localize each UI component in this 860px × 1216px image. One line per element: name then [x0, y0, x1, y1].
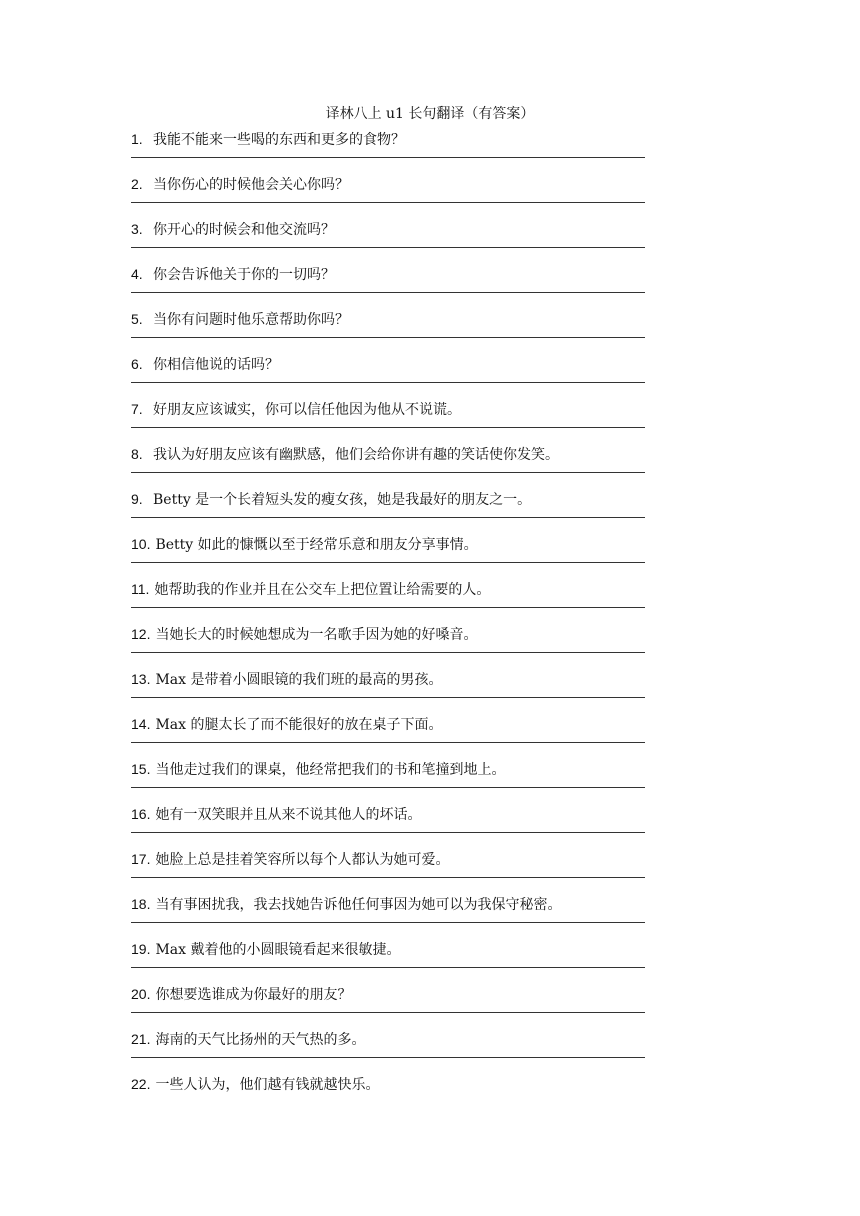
question-text: 当她长大的时候她想成为一名歌手因为她的好嗓音。 — [155, 627, 478, 643]
question-item — [131, 308, 651, 353]
question-number: 15. — [131, 761, 151, 777]
question-text-line — [131, 488, 531, 510]
question-text: Max 是带着小圆眼镜的我们班的最高的男孩。 — [155, 672, 443, 688]
question-text-line — [131, 218, 335, 240]
question-text-line — [131, 1028, 365, 1050]
question-text-line — [131, 308, 349, 330]
question-item — [131, 533, 651, 578]
answer-line[interactable] — [131, 292, 645, 293]
question-text: Max 戴着他的小圆眼镜看起来很敏捷。 — [155, 942, 401, 958]
question-text: 我认为好朋友应该有幽默感，他们会给你讲有趣的笑话使你发笑。 — [153, 447, 559, 463]
question-text-line — [131, 623, 477, 645]
question-number: 16. — [131, 806, 151, 822]
question-item — [131, 668, 651, 713]
question-text: 海南的天气比扬州的天气热的多。 — [155, 1032, 366, 1048]
question-text-line — [131, 848, 449, 870]
question-text-line — [131, 443, 559, 465]
question-item — [131, 173, 651, 218]
question-text: 她有一双笑眼并且从来不说其他人的坏话。 — [155, 807, 422, 823]
question-text-line — [131, 758, 505, 780]
question-text: 好朋友应该诚实，你可以信任他因为他从不说谎。 — [153, 402, 461, 418]
answer-line[interactable] — [131, 922, 645, 923]
answer-line[interactable] — [131, 247, 645, 248]
answer-line[interactable] — [131, 832, 645, 833]
question-text-line — [131, 353, 279, 375]
question-text: 你开心的时候会和他交流吗？ — [153, 222, 335, 238]
answer-line[interactable] — [131, 967, 645, 968]
question-number: 17. — [131, 851, 151, 867]
answer-line[interactable] — [131, 742, 645, 743]
question-number: 8. — [131, 446, 143, 462]
question-text: Betty 是一个长着短头发的瘦女孩，她是我最好的朋友之一。 — [153, 492, 532, 508]
question-text: 她帮助我的作业并且在公交车上把位置让给需要的人。 — [154, 582, 491, 598]
question-text: 我能不能来一些喝的东西和更多的食物？ — [153, 132, 405, 148]
question-number: 10. — [131, 536, 151, 552]
answer-line[interactable] — [131, 1057, 645, 1058]
question-item — [131, 803, 651, 848]
question-text-line — [131, 668, 443, 690]
question-text: 当他走过我们的课桌，他经常把我们的书和笔撞到地上。 — [155, 762, 506, 778]
question-number: 7. — [131, 401, 143, 417]
question-item — [131, 1073, 651, 1118]
answer-line[interactable] — [131, 877, 645, 878]
question-number: 20. — [131, 986, 151, 1002]
answer-line[interactable] — [131, 472, 645, 473]
question-item — [131, 713, 651, 758]
question-number: 11. — [131, 581, 150, 597]
question-item — [131, 938, 651, 983]
question-text: 你想要选谁成为你最好的朋友？ — [155, 987, 352, 1003]
question-number: 22. — [131, 1076, 151, 1092]
question-text-line — [131, 578, 490, 600]
question-text: 你相信他说的话吗？ — [153, 357, 279, 373]
answer-line[interactable] — [131, 787, 645, 788]
question-item — [131, 488, 651, 533]
answer-line[interactable] — [131, 607, 645, 608]
question-number: 21. — [131, 1031, 151, 1047]
question-number: 9. — [131, 491, 143, 507]
answer-line[interactable] — [131, 652, 645, 653]
question-number: 14. — [131, 716, 151, 732]
question-number: 12. — [131, 626, 151, 642]
question-text: 当有事困扰我，我去找她告诉他任何事因为她可以为我保守秘密。 — [155, 897, 562, 913]
question-text-line — [131, 893, 561, 915]
question-item — [131, 1028, 651, 1073]
question-number: 2. — [131, 176, 143, 192]
answer-line[interactable] — [131, 562, 645, 563]
answer-line[interactable] — [131, 382, 645, 383]
question-item — [131, 443, 651, 488]
answer-line[interactable] — [131, 697, 645, 698]
question-number: 5. — [131, 311, 143, 327]
question-text: Max 的腿太长了而不能很好的放在桌子下面。 — [155, 717, 443, 733]
answer-line[interactable] — [131, 427, 645, 428]
question-text: 一些人认为，他们越有钱就越快乐。 — [155, 1077, 380, 1093]
question-text-line — [131, 398, 461, 420]
question-item — [131, 128, 651, 173]
answer-line[interactable] — [131, 517, 645, 518]
question-text-line — [131, 128, 405, 150]
question-number: 13. — [131, 671, 151, 687]
question-text-line — [131, 713, 443, 735]
question-item — [131, 398, 651, 443]
question-item — [131, 893, 651, 938]
question-text-line — [131, 533, 478, 555]
question-text-line — [131, 263, 335, 285]
question-number: 18. — [131, 896, 151, 912]
answer-line[interactable] — [131, 1012, 645, 1013]
question-text-line — [131, 803, 421, 825]
question-text-line — [131, 173, 349, 195]
document-title: 译林八上 u1 长句翻译（有答案） — [325, 106, 535, 122]
question-item — [131, 218, 651, 263]
question-text: 她脸上总是挂着笑容所以每个人都认为她可爱。 — [155, 852, 450, 868]
question-number: 1. — [131, 131, 143, 147]
question-text: 你会告诉他关于你的一切吗？ — [153, 267, 335, 283]
question-item — [131, 263, 651, 308]
answer-line[interactable] — [131, 157, 645, 158]
question-number: 19. — [131, 941, 151, 957]
answer-line[interactable] — [131, 337, 645, 338]
question-item — [131, 848, 651, 893]
question-item — [131, 983, 651, 1028]
question-text: 当你伤心的时候他会关心你吗？ — [153, 177, 349, 193]
question-number: 4. — [131, 266, 143, 282]
question-text: 当你有问题时他乐意帮助你吗？ — [153, 312, 349, 328]
question-text-line — [131, 983, 351, 1005]
question-text-line — [131, 938, 401, 960]
question-item — [131, 353, 651, 398]
question-item — [131, 578, 651, 623]
question-text-line — [131, 1073, 379, 1095]
question-text: Betty 如此的慷慨以至于经常乐意和朋友分享事情。 — [155, 537, 478, 553]
question-item — [131, 623, 651, 668]
question-number: 6. — [131, 356, 143, 372]
question-item — [131, 758, 651, 803]
question-number: 3. — [131, 221, 143, 237]
question-list — [131, 128, 651, 1118]
answer-line[interactable] — [131, 202, 645, 203]
